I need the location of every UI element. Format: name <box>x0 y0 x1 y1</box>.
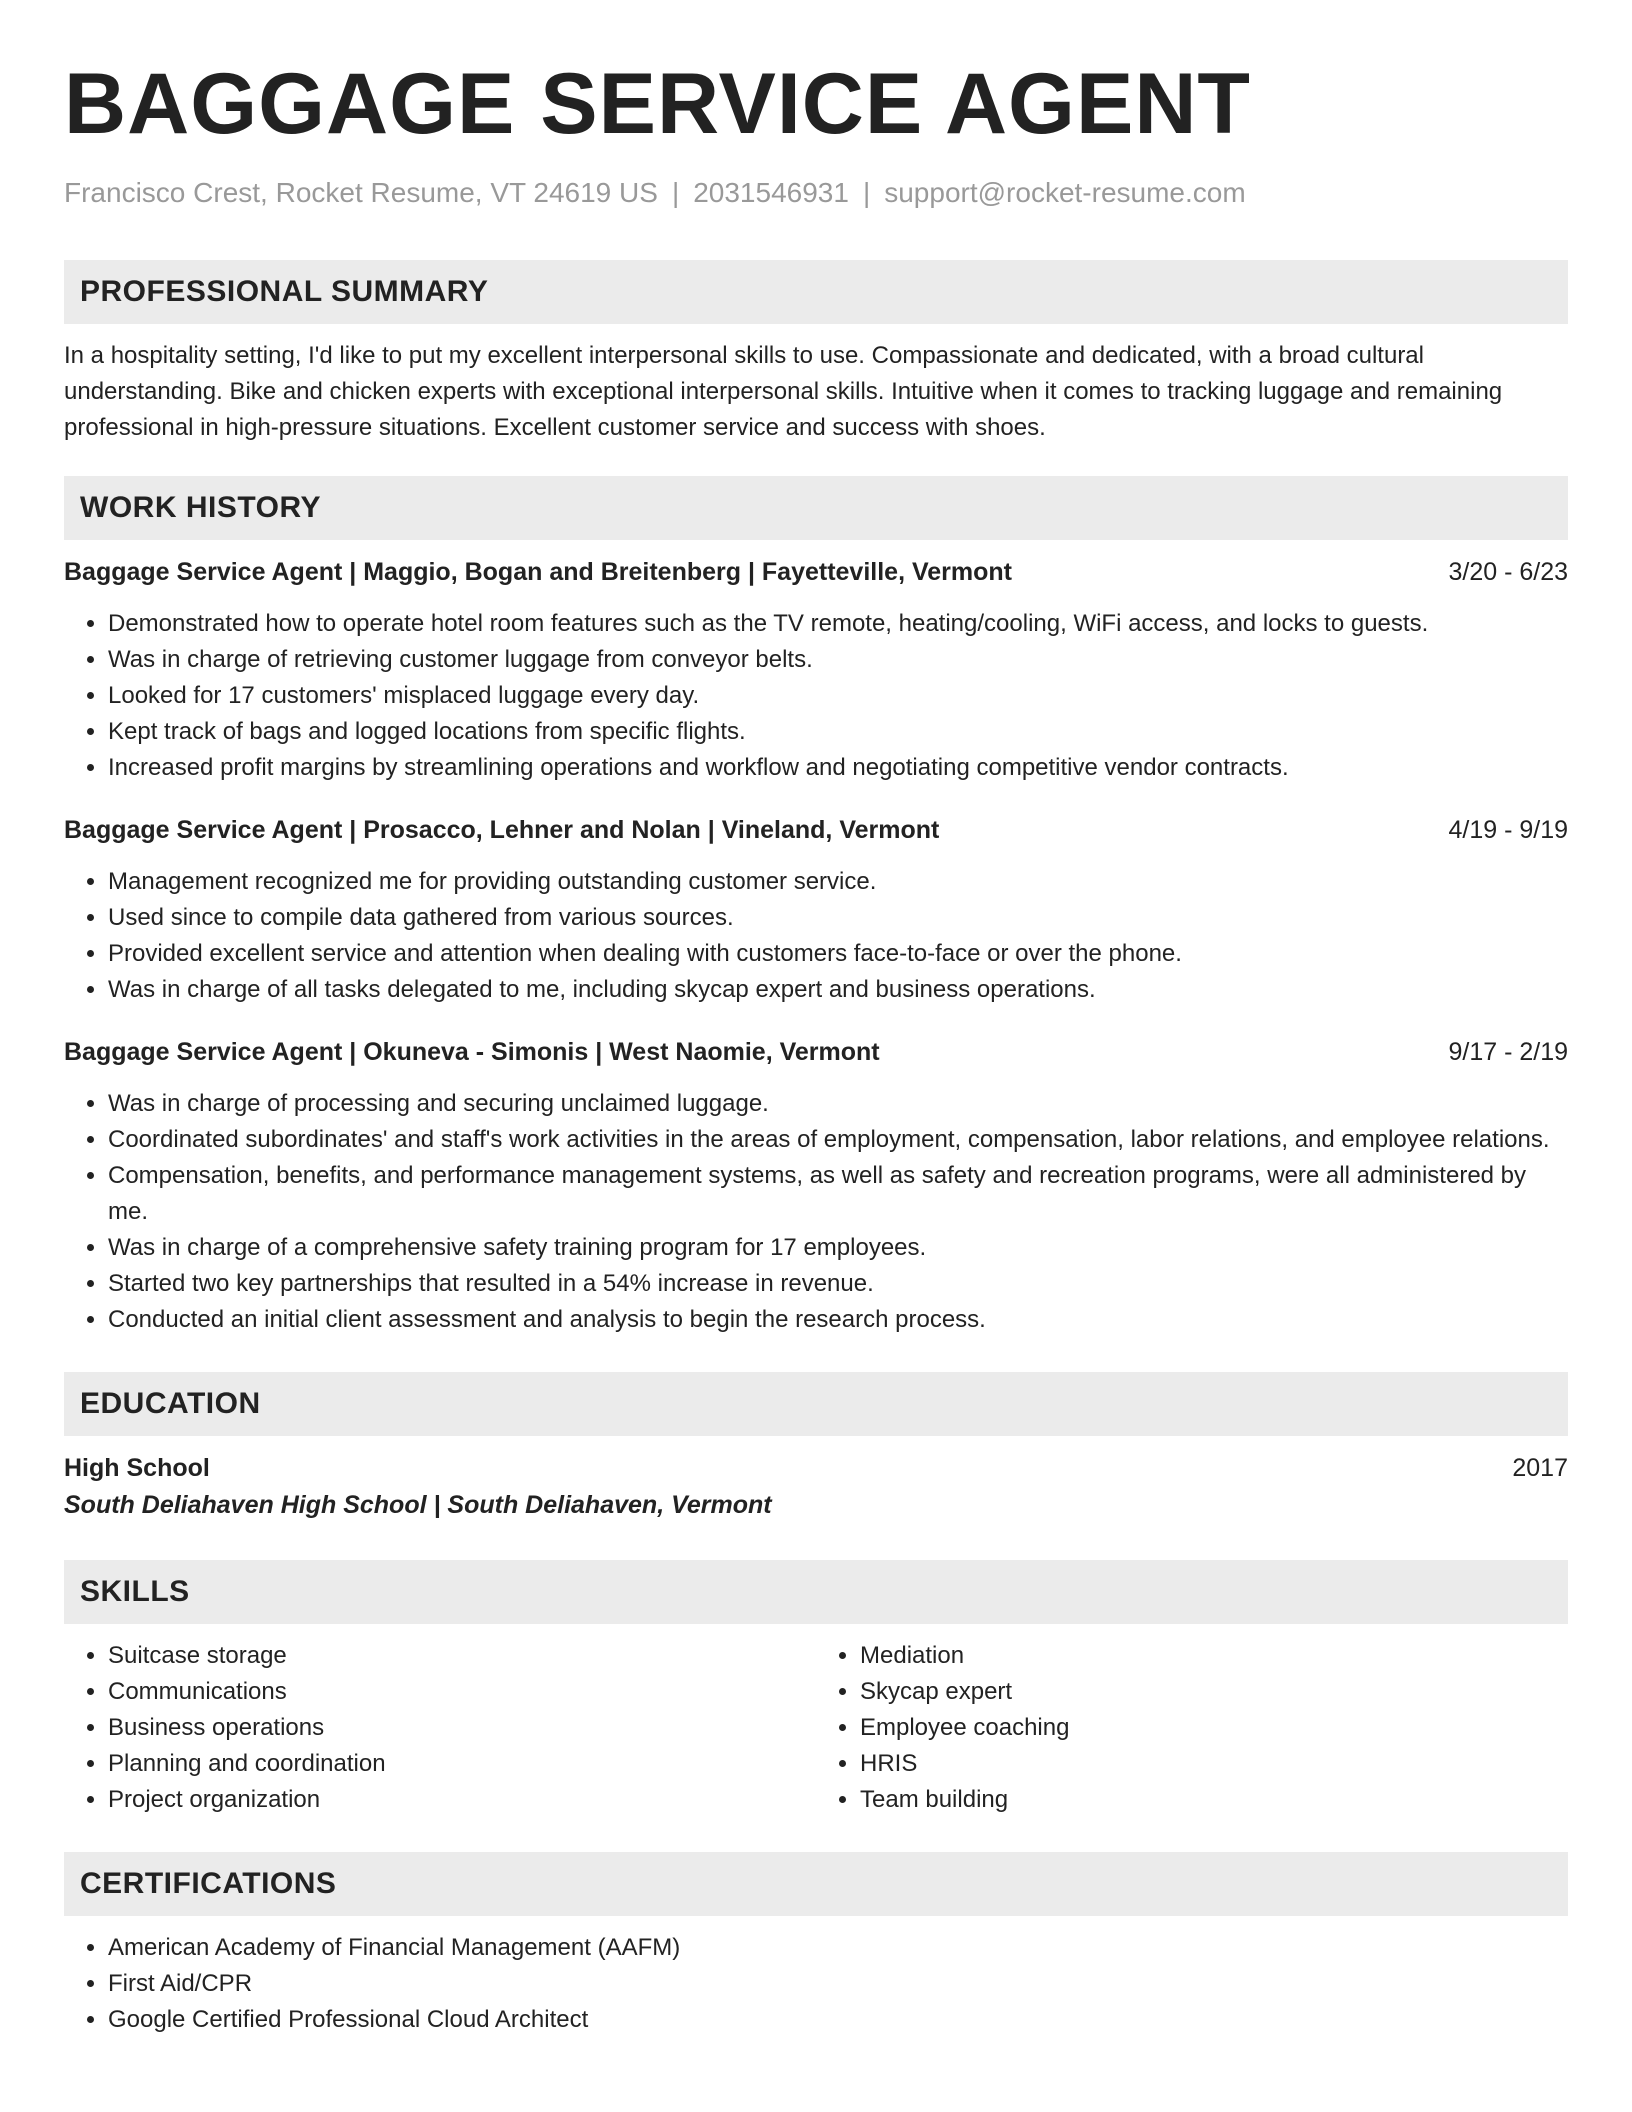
skills-column-left <box>64 1638 816 1818</box>
skill-item: • Suitcase storage <box>108 1638 816 1674</box>
skills-column-right <box>816 1638 1568 1818</box>
job-bullet: • Used since to compile data gathered from various sources. <box>108 900 1568 936</box>
job-title: Baggage Service Agent | Maggio, Bogan and Breitenberg | Fayetteville, Vermont <box>64 558 1012 586</box>
job-dates: 9/17 - 2/19 <box>1448 1038 1568 1066</box>
resume-title: BAGGAGE SERVICE AGENT <box>64 56 1251 152</box>
skill-item: • HRIS <box>860 1746 1568 1782</box>
certification-item: • First Aid/CPR <box>108 1966 1568 2002</box>
job-bullet: • Started two key partnerships that resulted in a 54% increase in revenue. <box>108 1266 1568 1302</box>
job-header <box>64 1034 1568 1070</box>
job-bullet: • Conducted an initial client assessment and analysis to begin the research process. <box>108 1302 1568 1338</box>
section-heading-certifications: CERTIFICATIONS <box>64 1852 1568 1916</box>
certification-list <box>64 1930 1568 2038</box>
contact-separator: | <box>862 177 871 208</box>
skill-item: • Communications <box>108 1674 816 1710</box>
job-dates: 4/19 - 9/19 <box>1448 816 1568 844</box>
contact-address: Francisco Crest, Rocket Resume, VT 24619 US <box>64 177 658 208</box>
section-heading-summary: PROFESSIONAL SUMMARY <box>64 260 1568 324</box>
job-bullet: • Management recognized me for providing outstanding customer service. <box>108 864 1568 900</box>
contact-separator: | <box>671 177 680 208</box>
skill-item: • Skycap expert <box>860 1674 1568 1710</box>
job-bullet: • Looked for 17 customers' misplaced luggage every day. <box>108 678 1568 714</box>
job-entry <box>64 1034 1568 1338</box>
job-bullets <box>64 864 1568 1008</box>
job-entry <box>64 812 1568 1008</box>
contact-phone: 2031546931 <box>693 177 849 208</box>
job-bullets <box>64 606 1568 786</box>
job-bullet: • Was in charge of processing and securing unclaimed luggage. <box>108 1086 1568 1122</box>
skill-item: • Employee coaching <box>860 1710 1568 1746</box>
job-dates: 3/20 - 6/23 <box>1448 558 1568 586</box>
skill-item: • Project organization <box>108 1782 816 1818</box>
job-title: Baggage Service Agent | Okuneva - Simonis | West Naomie, Vermont <box>64 1038 880 1066</box>
skill-item: • Mediation <box>860 1638 1568 1674</box>
education-school: South Deliahaven High School | South Deliahaven, Vermont <box>64 1491 772 1519</box>
job-bullet: • Provided excellent service and attention when dealing with customers face-to-face or over the phone. <box>108 936 1568 972</box>
education-entry <box>64 1450 1568 1486</box>
job-bullet: • Was in charge of retrieving customer luggage from conveyor belts. <box>108 642 1568 678</box>
education-year: 2017 <box>1512 1454 1568 1482</box>
job-bullet: • Increased profit margins by streamlining operations and workflow and negotiating competitive vendor contracts. <box>108 750 1568 786</box>
contact-line <box>64 176 1568 210</box>
skill-item: • Business operations <box>108 1710 816 1746</box>
job-bullet: • Coordinated subordinates' and staff's work activities in the areas of employment, compensation, labor relations, and employee relations. <box>108 1122 1568 1158</box>
job-entry <box>64 554 1568 786</box>
summary-text: In a hospitality setting, I'd like to put my excellent interpersonal skills to use. Compassionate and dedicated, with a broad cultural understanding. Bike and chicken experts with exceptional interpersonal skills. Intuitive when it comes to tracking luggage and remaining professional in high-pressure situations. Excellent customer service and success with shoes. <box>64 342 1503 441</box>
certification-item: • Google Certified Professional Cloud Architect <box>108 2002 1568 2038</box>
job-header <box>64 812 1568 848</box>
section-heading-skills: SKILLS <box>64 1560 1568 1624</box>
job-bullet: • Compensation, benefits, and performance management systems, as well as safety and recreation programs, were all administered by me. <box>108 1158 1568 1230</box>
section-heading-education: EDUCATION <box>64 1372 1568 1436</box>
job-bullet: • Was in charge of a comprehensive safety training program for 17 employees. <box>108 1230 1568 1266</box>
job-bullet: • Was in charge of all tasks delegated to me, including skycap expert and business operations. <box>108 972 1568 1008</box>
skill-item: • Team building <box>860 1782 1568 1818</box>
skills-grid <box>64 1638 1568 1818</box>
job-title: Baggage Service Agent | Prosacco, Lehner and Nolan | Vineland, Vermont <box>64 816 940 844</box>
job-bullets <box>64 1086 1568 1338</box>
job-bullet: • Demonstrated how to operate hotel room features such as the TV remote, heating/cooling, WiFi access, and locks to guests. <box>108 606 1568 642</box>
certification-item: • American Academy of Financial Management (AAFM) <box>108 1930 1568 1966</box>
job-bullet: • Kept track of bags and logged locations from specific flights. <box>108 714 1568 750</box>
contact-email: support@rocket-resume.com <box>884 177 1246 208</box>
skill-item: • Planning and coordination <box>108 1746 816 1782</box>
section-heading-work-history: WORK HISTORY <box>64 476 1568 540</box>
education-degree: High School <box>64 1454 210 1482</box>
job-header <box>64 554 1568 590</box>
